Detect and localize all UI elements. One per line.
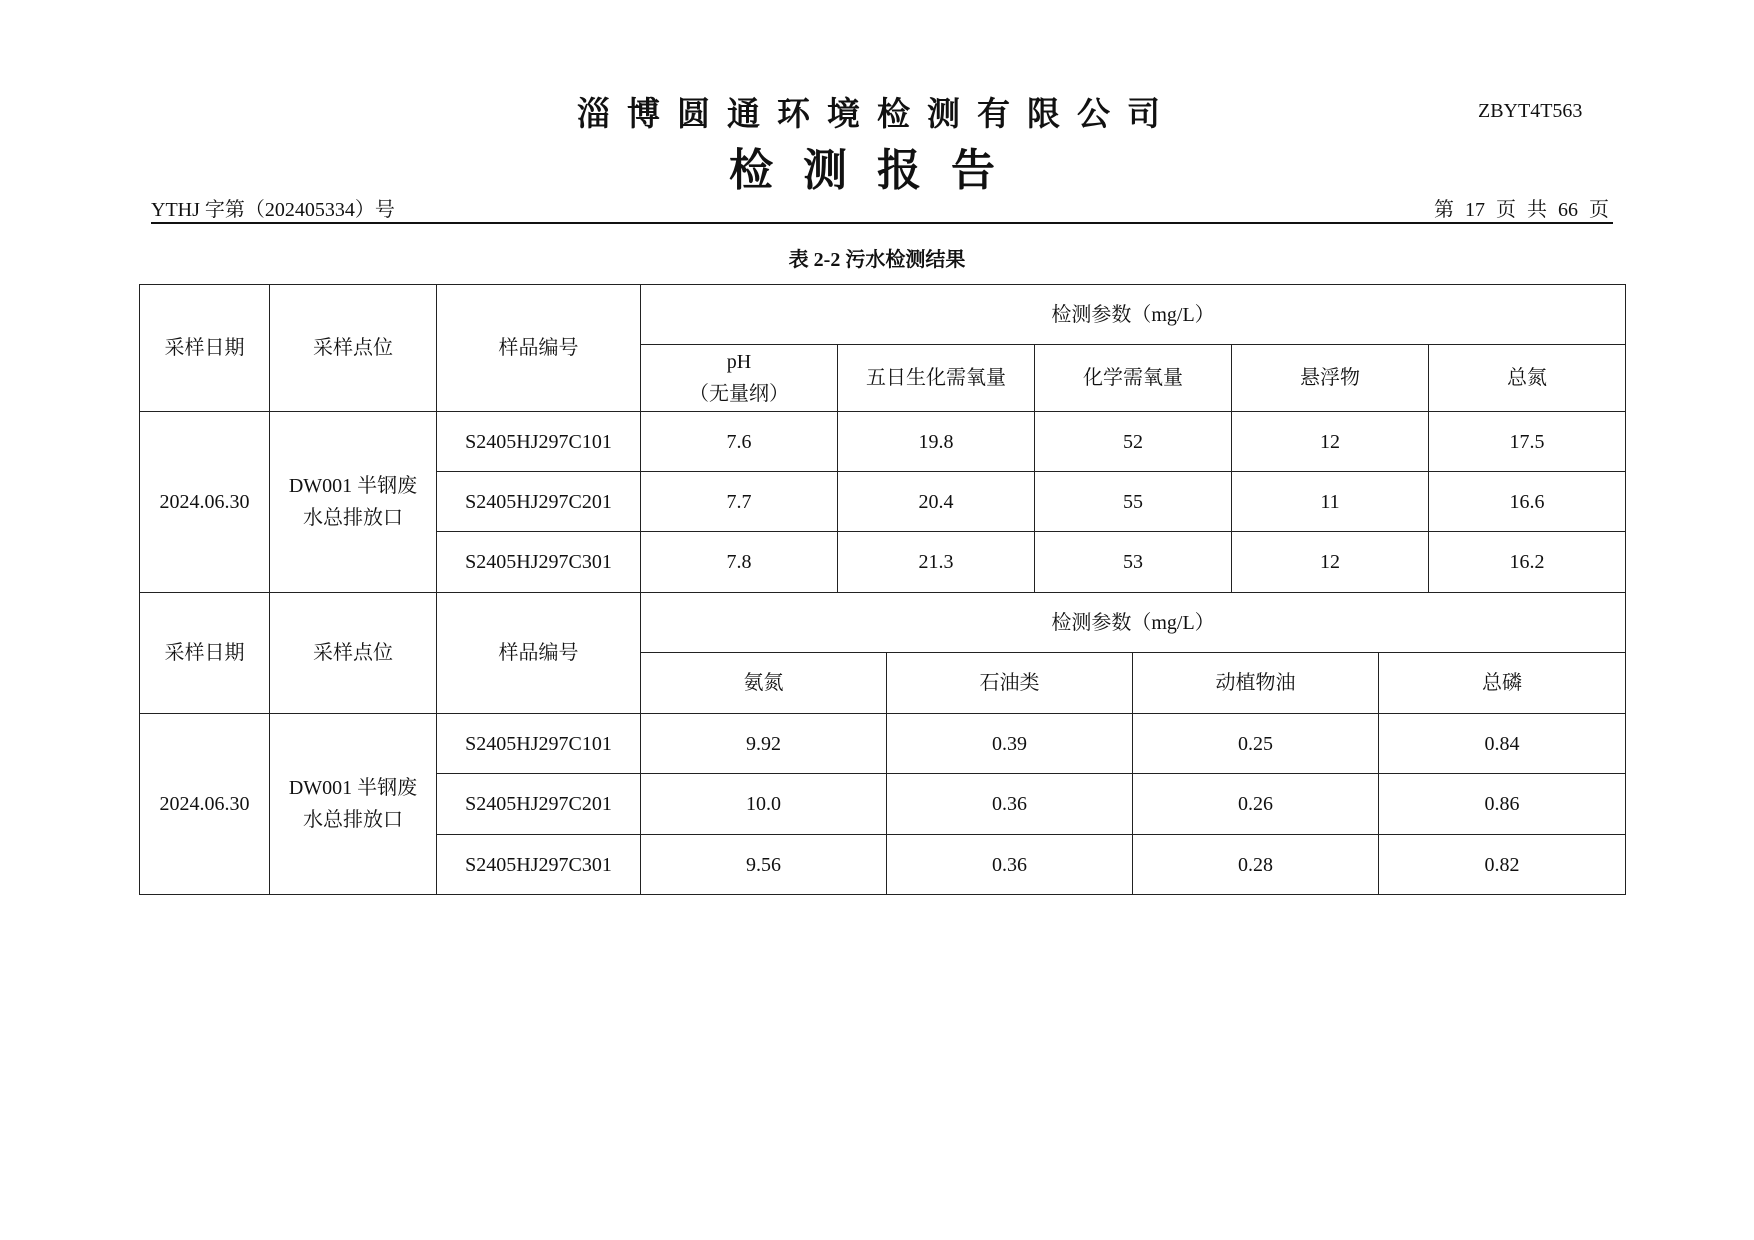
param-unit: （无量纲） bbox=[689, 383, 789, 405]
value-cell: 10.0 bbox=[641, 774, 887, 835]
header-divider bbox=[151, 222, 1613, 224]
value-cell: 9.56 bbox=[641, 835, 887, 895]
table-row bbox=[140, 412, 1626, 472]
value-cell: 19.8 bbox=[838, 412, 1035, 472]
param-header: 总氮 bbox=[1429, 345, 1626, 412]
value-cell: 17.5 bbox=[1429, 412, 1626, 472]
value-cell: 16.6 bbox=[1429, 472, 1626, 532]
param-header: 总磷 bbox=[1379, 653, 1626, 714]
results-table-2 bbox=[139, 592, 1626, 895]
col-header-sample: 样品编号 bbox=[437, 593, 641, 714]
value-cell: 0.84 bbox=[1379, 714, 1626, 774]
param-header: 石油类 bbox=[887, 653, 1133, 714]
site-line-2: 水总排放口 bbox=[303, 507, 403, 529]
value-cell: 11 bbox=[1232, 472, 1429, 532]
report-title: 检测报告 bbox=[729, 145, 1025, 196]
results-table-1 bbox=[139, 284, 1626, 593]
param-header: 悬浮物 bbox=[1232, 345, 1429, 412]
header-row bbox=[140, 593, 1626, 653]
col-header-date: 采样日期 bbox=[140, 285, 270, 412]
page-total: 66 bbox=[1558, 199, 1578, 221]
page-counter bbox=[1431, 193, 1612, 222]
table-caption: 表 2-2 污水检测结果 bbox=[788, 249, 966, 271]
page-current: 17 bbox=[1465, 199, 1485, 221]
value-cell: 0.28 bbox=[1133, 835, 1379, 895]
param-name: pH bbox=[726, 351, 752, 373]
page-suffix: 页 bbox=[1589, 199, 1609, 221]
sample-site-cell bbox=[270, 412, 437, 593]
value-cell: 16.2 bbox=[1429, 532, 1626, 593]
col-header-site: 采样点位 bbox=[270, 285, 437, 412]
value-cell: 0.36 bbox=[887, 774, 1133, 835]
param-header: 五日生化需氧量 bbox=[838, 345, 1035, 412]
param-header: 动植物油 bbox=[1133, 653, 1379, 714]
sample-id-cell: S2405HJ297C301 bbox=[437, 835, 641, 895]
param-header: 氨氮 bbox=[641, 653, 887, 714]
page-mid1: 页 bbox=[1496, 199, 1516, 221]
page-prefix: 第 bbox=[1434, 199, 1454, 221]
value-cell: 0.26 bbox=[1133, 774, 1379, 835]
value-cell: 20.4 bbox=[838, 472, 1035, 532]
param-header bbox=[641, 345, 838, 412]
col-header-date: 采样日期 bbox=[140, 593, 270, 714]
sample-id-cell: S2405HJ297C301 bbox=[437, 532, 641, 593]
value-cell: 0.25 bbox=[1133, 714, 1379, 774]
value-cell: 9.92 bbox=[641, 714, 887, 774]
sample-date-cell: 2024.06.30 bbox=[140, 412, 270, 593]
value-cell: 12 bbox=[1232, 532, 1429, 593]
value-cell: 7.8 bbox=[641, 532, 838, 593]
header-row bbox=[140, 285, 1626, 345]
value-cell: 12 bbox=[1232, 412, 1429, 472]
sample-date-cell: 2024.06.30 bbox=[140, 714, 270, 895]
site-line-1: DW001 半钢废 bbox=[288, 777, 418, 799]
col-header-sample: 样品编号 bbox=[437, 285, 641, 412]
value-cell: 7.7 bbox=[641, 472, 838, 532]
table-row bbox=[140, 714, 1626, 774]
sample-site-cell bbox=[270, 714, 437, 895]
sample-id-cell: S2405HJ297C201 bbox=[437, 472, 641, 532]
col-header-site: 采样点位 bbox=[270, 593, 437, 714]
sample-id-cell: S2405HJ297C101 bbox=[437, 412, 641, 472]
value-cell: 7.6 bbox=[641, 412, 838, 472]
value-cell: 52 bbox=[1035, 412, 1232, 472]
param-group-header: 检测参数（mg/L） bbox=[641, 285, 1626, 345]
company-name: 淄博圆通环境检测有限公司 bbox=[577, 94, 1177, 133]
value-cell: 55 bbox=[1035, 472, 1232, 532]
param-group-header: 检测参数（mg/L） bbox=[641, 593, 1626, 653]
value-cell: 0.86 bbox=[1379, 774, 1626, 835]
value-cell: 0.39 bbox=[887, 714, 1133, 774]
sample-id-cell: S2405HJ297C201 bbox=[437, 774, 641, 835]
site-line-2: 水总排放口 bbox=[303, 809, 403, 831]
param-header: 化学需氧量 bbox=[1035, 345, 1232, 412]
value-cell: 53 bbox=[1035, 532, 1232, 593]
site-line-1: DW001 半钢废 bbox=[288, 475, 418, 497]
sample-id-cell: S2405HJ297C101 bbox=[437, 714, 641, 774]
value-cell: 21.3 bbox=[838, 532, 1035, 593]
document-code: ZBYT4T563 bbox=[1478, 100, 1583, 122]
value-cell: 0.82 bbox=[1379, 835, 1626, 895]
page-mid2: 共 bbox=[1527, 199, 1547, 221]
report-number: YTHJ 字第（202405334）号 bbox=[151, 199, 395, 221]
value-cell: 0.36 bbox=[887, 835, 1133, 895]
